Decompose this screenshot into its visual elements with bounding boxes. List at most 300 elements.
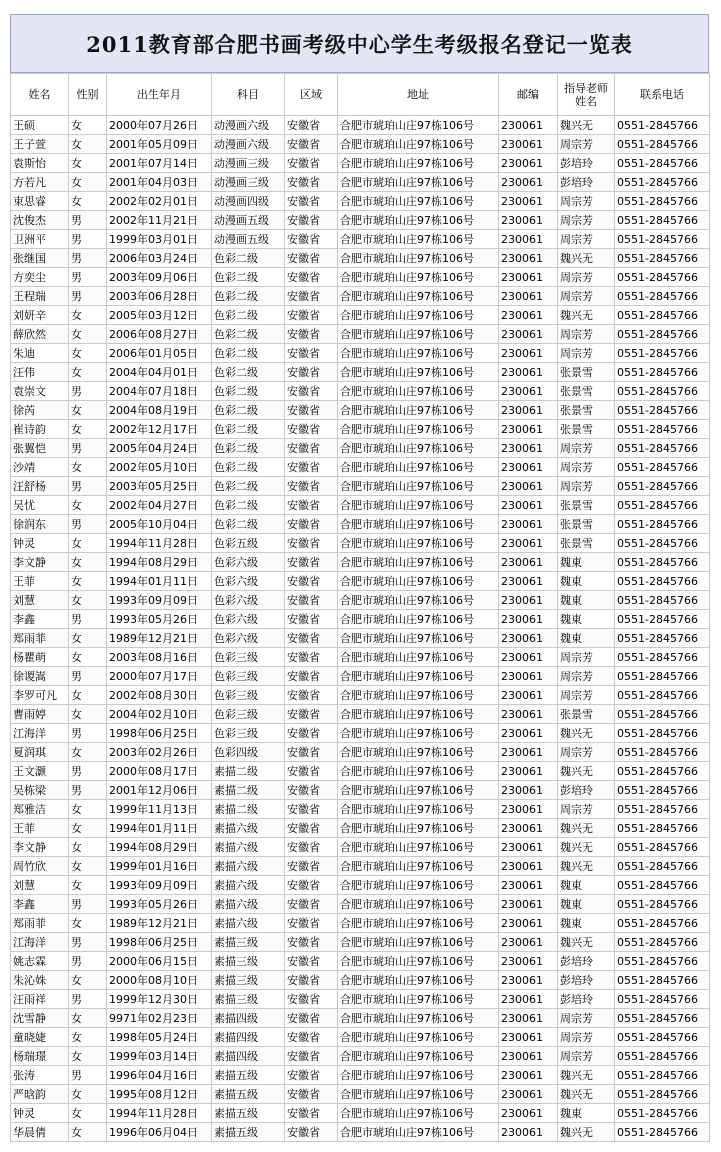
table-row — [11, 553, 710, 572]
cell-name: 汪舒杨 — [11, 477, 69, 496]
cell-address: 合肥市琥珀山庄97栋106号 — [338, 990, 499, 1009]
cell-phone: 0551-2845766 — [615, 914, 710, 933]
cell-birth-date: 2003年02月26日 — [107, 743, 212, 762]
cell-name: 张翼恺 — [11, 439, 69, 458]
registration-table — [10, 73, 710, 1142]
cell-phone: 0551-2845766 — [615, 1047, 710, 1066]
cell-sex: 男 — [69, 781, 107, 800]
cell-teacher: 彭培玲 — [558, 173, 615, 192]
cell-birth-date: 2000年06月15日 — [107, 952, 212, 971]
table-row — [11, 762, 710, 781]
cell-phone: 0551-2845766 — [615, 648, 710, 667]
cell-region: 安徽省 — [285, 1066, 338, 1085]
cell-postcode: 230061 — [499, 990, 558, 1009]
cell-name: 王菲 — [11, 572, 69, 591]
cell-birth-date: 2002年08月30日 — [107, 686, 212, 705]
cell-postcode: 230061 — [499, 325, 558, 344]
cell-name: 郑雨菲 — [11, 629, 69, 648]
cell-postcode: 230061 — [499, 344, 558, 363]
cell-postcode: 230061 — [499, 287, 558, 306]
cell-teacher: 周宗芳 — [558, 287, 615, 306]
cell-region: 安徽省 — [285, 135, 338, 154]
cell-teacher: 张景雪 — [558, 401, 615, 420]
cell-subject: 色彩二级 — [212, 382, 285, 401]
cell-name: 崔诗韵 — [11, 420, 69, 439]
cell-postcode: 230061 — [499, 1085, 558, 1104]
cell-phone: 0551-2845766 — [615, 268, 710, 287]
cell-subject: 色彩二级 — [212, 344, 285, 363]
cell-birth-date: 1989年12月21日 — [107, 914, 212, 933]
cell-address: 合肥市琥珀山庄97栋106号 — [338, 325, 499, 344]
cell-address: 合肥市琥珀山庄97栋106号 — [338, 154, 499, 173]
cell-postcode: 230061 — [499, 458, 558, 477]
cell-postcode: 230061 — [499, 762, 558, 781]
cell-subject: 素描二级 — [212, 781, 285, 800]
cell-region: 安徽省 — [285, 344, 338, 363]
cell-teacher: 魏兴无 — [558, 306, 615, 325]
cell-region: 安徽省 — [285, 1028, 338, 1047]
cell-subject: 色彩二级 — [212, 420, 285, 439]
cell-subject: 素描三级 — [212, 990, 285, 1009]
cell-subject: 动漫画五级 — [212, 230, 285, 249]
cell-teacher: 张景雪 — [558, 382, 615, 401]
cell-region: 安徽省 — [285, 420, 338, 439]
cell-teacher: 张景雪 — [558, 534, 615, 553]
cell-region: 安徽省 — [285, 116, 338, 135]
cell-subject: 动漫画五级 — [212, 211, 285, 230]
cell-sex: 男 — [69, 477, 107, 496]
cell-teacher: 周宗芳 — [558, 1047, 615, 1066]
cell-region: 安徽省 — [285, 591, 338, 610]
cell-postcode: 230061 — [499, 1009, 558, 1028]
cell-subject: 色彩二级 — [212, 401, 285, 420]
cell-sex: 男 — [69, 287, 107, 306]
cell-birth-date: 1999年03月14日 — [107, 1047, 212, 1066]
cell-phone: 0551-2845766 — [615, 800, 710, 819]
cell-postcode: 230061 — [499, 553, 558, 572]
cell-region: 安徽省 — [285, 154, 338, 173]
cell-phone: 0551-2845766 — [615, 401, 710, 420]
cell-phone: 0551-2845766 — [615, 1009, 710, 1028]
cell-phone: 0551-2845766 — [615, 287, 710, 306]
cell-birth-date: 2006年03月24日 — [107, 249, 212, 268]
cell-phone: 0551-2845766 — [615, 420, 710, 439]
cell-phone: 0551-2845766 — [615, 363, 710, 382]
cell-teacher: 魏兴无 — [558, 857, 615, 876]
cell-name: 刘慧 — [11, 591, 69, 610]
cell-sex: 女 — [69, 192, 107, 211]
cell-phone: 0551-2845766 — [615, 743, 710, 762]
cell-birth-date: 2002年04月27日 — [107, 496, 212, 515]
cell-region: 安徽省 — [285, 800, 338, 819]
cell-sex: 女 — [69, 173, 107, 192]
cell-postcode: 230061 — [499, 724, 558, 743]
table-row — [11, 667, 710, 686]
cell-address: 合肥市琥珀山庄97栋106号 — [338, 420, 499, 439]
cell-postcode: 230061 — [499, 743, 558, 762]
cell-birth-date: 2004年08月19日 — [107, 401, 212, 420]
table-row — [11, 1066, 710, 1085]
cell-phone: 0551-2845766 — [615, 629, 710, 648]
cell-subject: 色彩二级 — [212, 306, 285, 325]
table-row — [11, 572, 710, 591]
table-row — [11, 629, 710, 648]
header-teacher: 指导老师姓名 — [558, 74, 615, 116]
cell-teacher: 张景雪 — [558, 420, 615, 439]
cell-subject: 素描六级 — [212, 914, 285, 933]
cell-birth-date: 2004年07月18日 — [107, 382, 212, 401]
cell-teacher: 周宗芳 — [558, 800, 615, 819]
cell-birth-date: 1998年06月25日 — [107, 724, 212, 743]
cell-subject: 素描三级 — [212, 952, 285, 971]
cell-postcode: 230061 — [499, 363, 558, 382]
cell-phone: 0551-2845766 — [615, 249, 710, 268]
cell-name: 沈雪静 — [11, 1009, 69, 1028]
cell-birth-date: 1994年11月28日 — [107, 1104, 212, 1123]
cell-region: 安徽省 — [285, 762, 338, 781]
cell-address: 合肥市琥珀山庄97栋106号 — [338, 1028, 499, 1047]
cell-name: 王文灏 — [11, 762, 69, 781]
cell-region: 安徽省 — [285, 781, 338, 800]
table-row — [11, 610, 710, 629]
cell-region: 安徽省 — [285, 325, 338, 344]
table-row — [11, 1009, 710, 1028]
cell-postcode: 230061 — [499, 1123, 558, 1142]
cell-address: 合肥市琥珀山庄97栋106号 — [338, 439, 499, 458]
cell-teacher: 魏東 — [558, 895, 615, 914]
cell-phone: 0551-2845766 — [615, 325, 710, 344]
cell-name: 刘妍辛 — [11, 306, 69, 325]
cell-birth-date: 1993年09月09日 — [107, 591, 212, 610]
table-row — [11, 192, 710, 211]
cell-subject: 色彩二级 — [212, 268, 285, 287]
table-row — [11, 1123, 710, 1142]
cell-phone: 0551-2845766 — [615, 477, 710, 496]
header-sex: 性别 — [69, 74, 107, 116]
cell-name: 王程瑞 — [11, 287, 69, 306]
table-row — [11, 800, 710, 819]
cell-sex: 女 — [69, 1047, 107, 1066]
cell-teacher: 周宗芳 — [558, 743, 615, 762]
cell-sex: 男 — [69, 382, 107, 401]
cell-address: 合肥市琥珀山庄97栋106号 — [338, 458, 499, 477]
cell-sex: 女 — [69, 325, 107, 344]
table-row — [11, 135, 710, 154]
cell-birth-date: 1994年08月29日 — [107, 838, 212, 857]
cell-subject: 色彩六级 — [212, 610, 285, 629]
cell-postcode: 230061 — [499, 439, 558, 458]
cell-sex: 女 — [69, 420, 107, 439]
cell-sex: 女 — [69, 344, 107, 363]
cell-name: 童晓婕 — [11, 1028, 69, 1047]
table-row — [11, 477, 710, 496]
cell-sex: 女 — [69, 154, 107, 173]
cell-region: 安徽省 — [285, 173, 338, 192]
cell-region: 安徽省 — [285, 1123, 338, 1142]
cell-region: 安徽省 — [285, 211, 338, 230]
cell-phone: 0551-2845766 — [615, 895, 710, 914]
cell-name: 王硕 — [11, 116, 69, 135]
cell-subject: 色彩二级 — [212, 249, 285, 268]
cell-teacher: 彭培玲 — [558, 990, 615, 1009]
cell-subject: 素描六级 — [212, 895, 285, 914]
table-row — [11, 705, 710, 724]
cell-phone: 0551-2845766 — [615, 705, 710, 724]
cell-region: 安徽省 — [285, 724, 338, 743]
table-row — [11, 819, 710, 838]
cell-sex: 男 — [69, 268, 107, 287]
table-row — [11, 230, 710, 249]
cell-name: 李鑫 — [11, 610, 69, 629]
cell-postcode: 230061 — [499, 173, 558, 192]
cell-region: 安徽省 — [285, 287, 338, 306]
cell-address: 合肥市琥珀山庄97栋106号 — [338, 838, 499, 857]
cell-sex: 女 — [69, 572, 107, 591]
cell-postcode: 230061 — [499, 933, 558, 952]
cell-region: 安徽省 — [285, 192, 338, 211]
cell-address: 合肥市琥珀山庄97栋106号 — [338, 705, 499, 724]
cell-birth-date: 2001年04月03日 — [107, 173, 212, 192]
cell-postcode: 230061 — [499, 838, 558, 857]
cell-address: 合肥市琥珀山庄97栋106号 — [338, 382, 499, 401]
cell-phone: 0551-2845766 — [615, 1104, 710, 1123]
table-row — [11, 1104, 710, 1123]
table-row — [11, 325, 710, 344]
cell-name: 李文静 — [11, 838, 69, 857]
table-row — [11, 344, 710, 363]
cell-sex: 女 — [69, 686, 107, 705]
cell-birth-date: 2001年12月06日 — [107, 781, 212, 800]
cell-address: 合肥市琥珀山庄97栋106号 — [338, 648, 499, 667]
table-row — [11, 591, 710, 610]
cell-birth-date: 2005年10月04日 — [107, 515, 212, 534]
title-bar — [10, 14, 709, 73]
cell-postcode: 230061 — [499, 154, 558, 173]
cell-region: 安徽省 — [285, 990, 338, 1009]
cell-subject: 素描六级 — [212, 857, 285, 876]
cell-sex: 男 — [69, 952, 107, 971]
cell-birth-date: 1995年08月12日 — [107, 1085, 212, 1104]
cell-address: 合肥市琥珀山庄97栋106号 — [338, 800, 499, 819]
cell-region: 安徽省 — [285, 857, 338, 876]
cell-address: 合肥市琥珀山庄97栋106号 — [338, 287, 499, 306]
cell-birth-date: 1996年04月16日 — [107, 1066, 212, 1085]
cell-phone: 0551-2845766 — [615, 876, 710, 895]
cell-sex: 男 — [69, 667, 107, 686]
cell-postcode: 230061 — [499, 211, 558, 230]
table-row — [11, 1085, 710, 1104]
cell-name: 薛欣然 — [11, 325, 69, 344]
cell-subject: 色彩三级 — [212, 667, 285, 686]
cell-birth-date: 2006年08月27日 — [107, 325, 212, 344]
cell-teacher: 魏兴无 — [558, 1085, 615, 1104]
cell-name: 沙靖 — [11, 458, 69, 477]
cell-postcode: 230061 — [499, 705, 558, 724]
cell-region: 安徽省 — [285, 306, 338, 325]
table-row — [11, 781, 710, 800]
cell-postcode: 230061 — [499, 249, 558, 268]
cell-address: 合肥市琥珀山庄97栋106号 — [338, 1066, 499, 1085]
table-row — [11, 211, 710, 230]
cell-subject: 色彩三级 — [212, 648, 285, 667]
cell-postcode: 230061 — [499, 572, 558, 591]
cell-postcode: 230061 — [499, 610, 558, 629]
cell-address: 合肥市琥珀山庄97栋106号 — [338, 572, 499, 591]
cell-address: 合肥市琥珀山庄97栋106号 — [338, 344, 499, 363]
table-row — [11, 249, 710, 268]
cell-subject: 色彩二级 — [212, 515, 285, 534]
cell-name: 李罗可凡 — [11, 686, 69, 705]
cell-sex: 女 — [69, 1009, 107, 1028]
cell-subject: 色彩六级 — [212, 629, 285, 648]
cell-name: 汪雨祥 — [11, 990, 69, 1009]
cell-phone: 0551-2845766 — [615, 819, 710, 838]
cell-name: 徐芮 — [11, 401, 69, 420]
cell-phone: 0551-2845766 — [615, 553, 710, 572]
cell-teacher: 周宗芳 — [558, 686, 615, 705]
cell-teacher: 魏東 — [558, 591, 615, 610]
cell-sex: 男 — [69, 990, 107, 1009]
cell-birth-date: 2000年08月17日 — [107, 762, 212, 781]
cell-birth-date: 1994年01月11日 — [107, 572, 212, 591]
cell-teacher: 魏兴无 — [558, 838, 615, 857]
cell-address: 合肥市琥珀山庄97栋106号 — [338, 781, 499, 800]
cell-address: 合肥市琥珀山庄97栋106号 — [338, 401, 499, 420]
cell-subject: 动漫画四级 — [212, 192, 285, 211]
cell-subject: 素描三级 — [212, 933, 285, 952]
cell-sex: 男 — [69, 211, 107, 230]
cell-sex: 男 — [69, 249, 107, 268]
cell-teacher: 周宗芳 — [558, 1028, 615, 1047]
cell-sex: 女 — [69, 876, 107, 895]
cell-name: 张涛 — [11, 1066, 69, 1085]
cell-name: 方奕尘 — [11, 268, 69, 287]
cell-teacher: 魏兴无 — [558, 1123, 615, 1142]
cell-teacher: 魏東 — [558, 572, 615, 591]
cell-sex: 女 — [69, 648, 107, 667]
cell-region: 安徽省 — [285, 363, 338, 382]
cell-subject: 色彩二级 — [212, 287, 285, 306]
cell-region: 安徽省 — [285, 876, 338, 895]
cell-sex: 男 — [69, 439, 107, 458]
table-row — [11, 363, 710, 382]
table-row — [11, 838, 710, 857]
cell-subject: 动漫画六级 — [212, 116, 285, 135]
cell-subject: 色彩二级 — [212, 458, 285, 477]
cell-postcode: 230061 — [499, 192, 558, 211]
table-row — [11, 876, 710, 895]
cell-address: 合肥市琥珀山庄97栋106号 — [338, 496, 499, 515]
cell-phone: 0551-2845766 — [615, 1123, 710, 1142]
cell-teacher: 魏兴无 — [558, 116, 615, 135]
cell-phone: 0551-2845766 — [615, 610, 710, 629]
table-row — [11, 1028, 710, 1047]
cell-address: 合肥市琥珀山庄97栋106号 — [338, 952, 499, 971]
cell-phone: 0551-2845766 — [615, 496, 710, 515]
cell-postcode: 230061 — [499, 629, 558, 648]
cell-birth-date: 1996年06月04日 — [107, 1123, 212, 1142]
cell-teacher: 周宗芳 — [558, 1009, 615, 1028]
cell-phone: 0551-2845766 — [615, 933, 710, 952]
cell-phone: 0551-2845766 — [615, 173, 710, 192]
cell-birth-date: 2004年02月10日 — [107, 705, 212, 724]
cell-birth-date: 1998年06月25日 — [107, 933, 212, 952]
cell-sex: 女 — [69, 401, 107, 420]
cell-sex: 女 — [69, 857, 107, 876]
cell-subject: 素描四级 — [212, 1009, 285, 1028]
cell-name: 王子萱 — [11, 135, 69, 154]
cell-address: 合肥市琥珀山庄97栋106号 — [338, 686, 499, 705]
cell-subject: 素描四级 — [212, 1047, 285, 1066]
cell-postcode: 230061 — [499, 895, 558, 914]
cell-subject: 色彩六级 — [212, 572, 285, 591]
cell-postcode: 230061 — [499, 420, 558, 439]
cell-birth-date: 2000年07月26日 — [107, 116, 212, 135]
cell-region: 安徽省 — [285, 838, 338, 857]
cell-teacher: 魏東 — [558, 1104, 615, 1123]
cell-teacher: 周宗芳 — [558, 325, 615, 344]
cell-sex: 女 — [69, 971, 107, 990]
table-row — [11, 971, 710, 990]
cell-birth-date: 1994年08月29日 — [107, 553, 212, 572]
cell-subject: 素描五级 — [212, 1085, 285, 1104]
table-row — [11, 648, 710, 667]
cell-phone: 0551-2845766 — [615, 971, 710, 990]
cell-address: 合肥市琥珀山庄97栋106号 — [338, 933, 499, 952]
table-row — [11, 952, 710, 971]
cell-name: 郑雅洁 — [11, 800, 69, 819]
cell-sex: 男 — [69, 895, 107, 914]
cell-phone: 0551-2845766 — [615, 135, 710, 154]
cell-address: 合肥市琥珀山庄97栋106号 — [338, 1009, 499, 1028]
cell-sex: 女 — [69, 705, 107, 724]
cell-region: 安徽省 — [285, 534, 338, 553]
cell-name: 华晨倩 — [11, 1123, 69, 1142]
cell-postcode: 230061 — [499, 534, 558, 553]
cell-birth-date: 9971年02月23日 — [107, 1009, 212, 1028]
cell-address: 合肥市琥珀山庄97栋106号 — [338, 914, 499, 933]
cell-region: 安徽省 — [285, 382, 338, 401]
cell-phone: 0551-2845766 — [615, 1028, 710, 1047]
cell-phone: 0551-2845766 — [615, 686, 710, 705]
cell-sex: 男 — [69, 933, 107, 952]
cell-name: 吴栋梁 — [11, 781, 69, 800]
cell-postcode: 230061 — [499, 515, 558, 534]
cell-sex: 女 — [69, 1104, 107, 1123]
cell-sex: 女 — [69, 1028, 107, 1047]
cell-region: 安徽省 — [285, 686, 338, 705]
table-row — [11, 458, 710, 477]
cell-postcode: 230061 — [499, 971, 558, 990]
cell-name: 束思睿 — [11, 192, 69, 211]
registration-sheet — [10, 14, 709, 1142]
cell-birth-date: 2003年05月25日 — [107, 477, 212, 496]
table-row — [11, 857, 710, 876]
cell-region: 安徽省 — [285, 933, 338, 952]
cell-address: 合肥市琥珀山庄97栋106号 — [338, 534, 499, 553]
cell-postcode: 230061 — [499, 876, 558, 895]
cell-teacher: 彭培玲 — [558, 781, 615, 800]
cell-sex: 女 — [69, 116, 107, 135]
cell-postcode: 230061 — [499, 268, 558, 287]
cell-birth-date: 1994年01月11日 — [107, 819, 212, 838]
cell-phone: 0551-2845766 — [615, 439, 710, 458]
cell-address: 合肥市琥珀山庄97栋106号 — [338, 1085, 499, 1104]
cell-subject: 色彩三级 — [212, 705, 285, 724]
cell-birth-date: 2002年05月10日 — [107, 458, 212, 477]
cell-address: 合肥市琥珀山庄97栋106号 — [338, 268, 499, 287]
cell-subject: 色彩三级 — [212, 724, 285, 743]
